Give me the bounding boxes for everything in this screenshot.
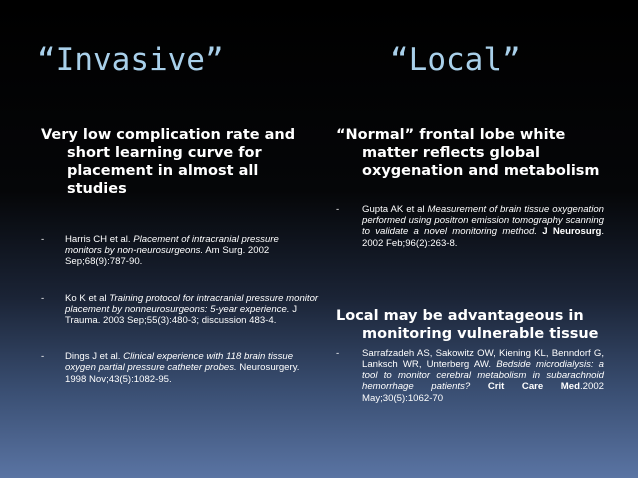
ref-authors: Ko K et al bbox=[65, 292, 107, 304]
right-column bbox=[336, 126, 604, 404]
ref-gupta bbox=[336, 204, 604, 249]
ref-title: Measurement of brain tissue oxygenation performed using positron emission tomography scanning to validate a novel monitoring method. bbox=[362, 204, 604, 238]
left-column bbox=[41, 126, 319, 385]
ref-ko bbox=[41, 293, 327, 327]
bullet: - bbox=[41, 234, 45, 245]
bullet: - bbox=[41, 351, 45, 363]
left-heading: Very low complication rate and short learning curve for placement in almost all studies bbox=[41, 127, 296, 197]
ref-authors: Dings J et al. bbox=[65, 351, 121, 363]
bullet: - bbox=[41, 292, 45, 304]
ref-authors: Gupta AK et al bbox=[362, 204, 425, 215]
ref-authors: Sarrafzadeh AS, Sakowitz OW, Kiening KL, Benndorf G, Lanksch WR, Unterberg AW. bbox=[362, 347, 604, 371]
ref-source: Neurosurgery. 1998 Nov;43(5):1082-95. bbox=[65, 362, 300, 385]
ref-source: J Trauma. 2003 Sep;55(3):480-3; discussion 483-4. bbox=[65, 303, 297, 327]
ref-source: .2002 May;30(5):1062-70 bbox=[362, 381, 604, 404]
right-heading-local: Local may be advantageous in monitoring vulnerable tissue bbox=[336, 307, 599, 342]
title-local: “Local” bbox=[390, 42, 521, 78]
ref-journal: J Neurosurg bbox=[542, 226, 602, 238]
ref-source: Am Surg. 2002 Sep;68(9):787-90. bbox=[65, 245, 270, 268]
ref-source: . 2002 Feb;96(2):263-8. bbox=[362, 226, 605, 249]
ref-dings bbox=[41, 351, 317, 385]
ref-journal: Crit Care Med bbox=[487, 381, 580, 393]
ref-sarrafzadeh bbox=[336, 348, 604, 404]
bullet: - bbox=[336, 204, 340, 215]
right-heading-normal: “Normal” frontal lobe white matter reflects global oxygenation and metabolism bbox=[336, 127, 600, 179]
title-invasive: “Invasive” bbox=[37, 42, 224, 78]
bullet: - bbox=[336, 347, 340, 359]
ref-title: Bedside microdialysis: a tool to monitor cerebral metabolism in subarachnoid hemorrhage patients? bbox=[362, 359, 604, 393]
ref-title: Training protocol for intracranial pressure monitor placement by nonneurosurgeons: 5-year experience. bbox=[65, 292, 319, 315]
ref-title: Clinical experience with 118 brain tissue oxygen partial pressure catheter probes. bbox=[65, 351, 294, 374]
ref-harris bbox=[41, 234, 317, 268]
ref-authors: Harris CH et al. bbox=[65, 234, 131, 245]
ref-title: Placement of intracranial pressure monitors by non-neurosurgeons. bbox=[65, 234, 279, 257]
